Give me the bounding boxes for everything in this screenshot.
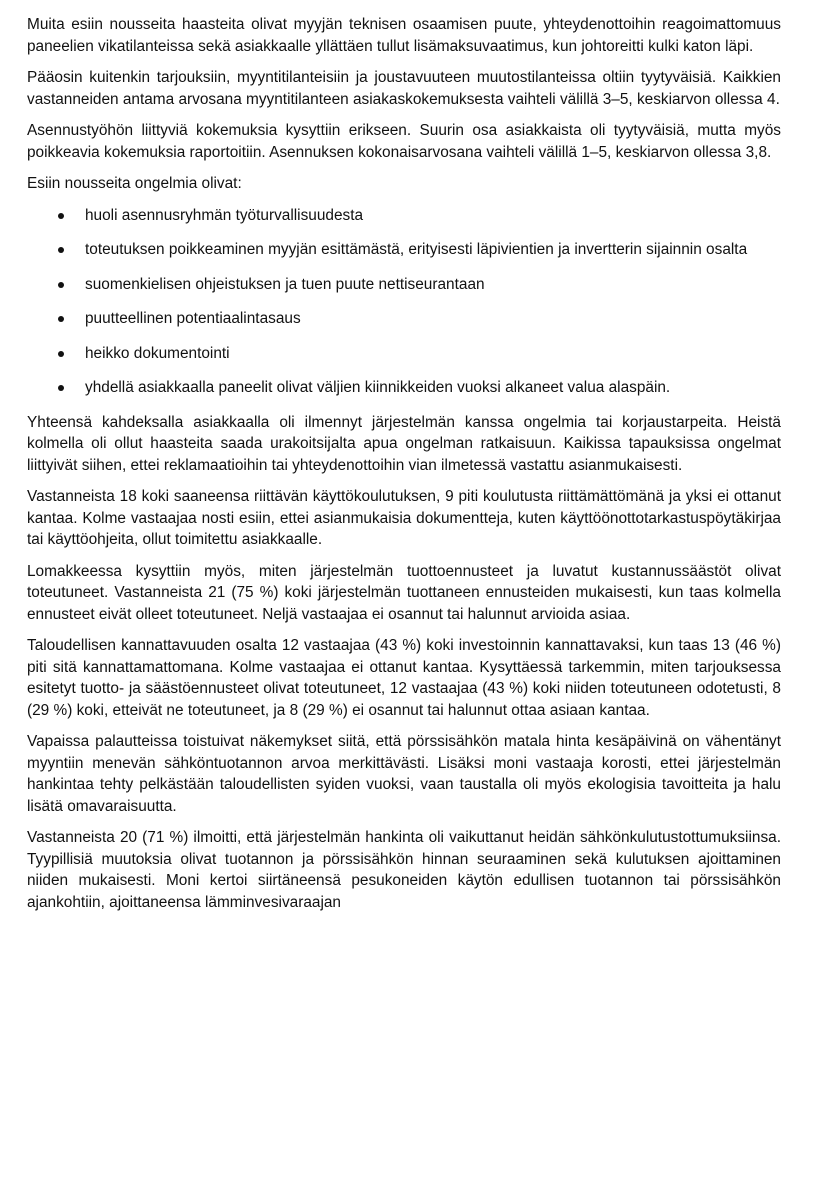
- paragraph-installation: Asennustyöhön liittyviä kokemuksia kysyttiin erikseen. Suurin osa asiakkaista oli tyytyväisiä, mutta myös poikkeavia kokemuksia raportoitiin. Asennuksen kokonaisarvosana vaihteli välillä 1–5, keskiarvon ollessa 3,8.: [27, 122, 781, 161]
- bullet-icon: [58, 213, 64, 219]
- paragraph-free-feedback: Vapaissa palautteissa toistuivat näkemykset siitä, että pörssisähkön matala hinta kesäpäivinä on vähentänyt myyntiin menevän sähköntuotannon arvoa merkittävästi. Lisäksi moni vastaaja korosti, ettei järjestelmän hankintaa tehty pelkästään taloudellisten syiden vuoksi, vaan taustalla oli myös ekologisia tavoitteita ja halu lisätä omavaraisuutta.: [27, 733, 781, 815]
- list-item-text: huoli asennusryhmän työturvallisuudesta: [85, 206, 364, 224]
- bullet-icon: [58, 385, 64, 391]
- list-item: [27, 343, 781, 365]
- list-item-text: yhdellä asiakkaalla paneelit olivat väljien kiinnikkeiden vuoksi alkaneet valua alaspäin.: [85, 379, 671, 396]
- list-item-text: puutteellinen potentiaalintasaus: [85, 310, 301, 327]
- list-item: [27, 205, 781, 227]
- paragraph-profitability: Taloudellisen kannattavuuden osalta 12 vastaajaa (43 %) koki investoinnin kannattavaksi, kun taas 13 (46 %) piti sitä kannattamattomana. Kolme vastaajaa ei ottanut kantaa. Kysyttäessä tarkemmin, miten tarjouksessa esitetyt tuotto- ja säästöennusteet olivat toteutuneet, 12 vastaajaa (43 %) koki niiden toteutuneen odotetusti, 8 (29 %) koki, etteivät ne toteutuneet, ja 8 (29 %) ei osannut tai halunnut ottaa asiaan kantaa.: [27, 637, 781, 719]
- paragraph-repair-needs: Yhteensä kahdeksalla asiakkaalla oli ilmennyt järjestelmän kanssa ongelmia tai korjaustarpeita. Heistä kolmella oli ollut haasteita saada urakoitsijalta apua ongelman ratkaisuun. Kaikissa tapauksissa ongelmat liittyivät siihen, ettei reklamaatioihin tai yhteydenottoihin vian ilmetessä vastattu asianmukaisesti.: [27, 413, 781, 474]
- list-item: [27, 239, 781, 261]
- bullet-icon: [58, 247, 64, 253]
- list-item-text: heikko dokumentointi: [85, 344, 230, 362]
- list-item: [27, 274, 781, 296]
- list-item-text: suomenkielisen ohjeistuksen ja tuen puute nettiseurantaan: [85, 275, 485, 293]
- bullet-icon: [58, 316, 64, 322]
- paragraph-consumption-habits: Vastanneista 20 (71 %) ilmoitti, että järjestelmän hankinta oli vaikuttanut heidän sähkönkulutustottumuksiinsa. Tyypillisiä muutoksia olivat tuotannon ja pörssisähkön hinnan seuraaminen sekä kulutuksen ajoittaminen niiden mukaisesti. Moni kertoi siirtäneensä pesukoneiden käytön edullisen tuotannon tai pörssisähkön ajankohtiin, ajoittaneensa lämminvesivaraajan: [27, 829, 781, 911]
- list-item: [27, 308, 781, 330]
- bullet-icon: [58, 282, 64, 288]
- paragraph-challenges: Muita esiin nousseita haasteita olivat myyjän teknisen osaamisen puute, yhteydenottoihin reagoimattomuus paneelien vikatilanteissa sekä asiakkaalle yllättäen tullut lisämaksuvaatimus, kun johtoreitti kulki katon läpi.: [27, 16, 781, 55]
- list-item-text: toteutuksen poikkeaminen myyjän esittämästä, erityisesti läpivientien ja invertterin sijainnin osalta: [85, 241, 748, 258]
- paragraph-forecasts: Lomakkeessa kysyttiin myös, miten järjestelmän tuottoennusteet ja luvatut kustannussäästöt olivat toteutuneet. Vastanneista 21 (75 %) koki järjestelmän tuottaneen ennusteiden mukaisesti, kun taas kolmella ennusteet eivät olleet toteutuneet. Neljä vastaajaa ei osannut tai halunnut arvioida asiaa.: [27, 562, 781, 623]
- paragraph-training: Vastanneista 18 koki saaneensa riittävän käyttökoulutuksen, 9 piti koulutusta riittämättömänä ja yksi ei ottanut kantaa. Kolme vastaajaa nosti esiin, ettei asianmukaisia dokumentteja, kuten käyttöönottotarkastuspöytäkirjaa tai käyttöohjeita, ollut toimitettu asiakkaalle.: [27, 488, 781, 548]
- problems-list: [27, 205, 781, 399]
- bullet-icon: [58, 351, 64, 357]
- paragraph-problems-intro: Esiin nousseita ongelmia olivat:: [27, 175, 242, 192]
- document-page: [27, 14, 781, 923]
- paragraph-satisfaction: Pääosin kuitenkin tarjouksiin, myyntitilanteisiin ja joustavuuteen muutostilanteissa oltiin tyytyväisiä. Kaikkien vastanneiden antama arvosana myyntitilanteen asiakaskokemuksesta vaihteli välillä 3–5, keskiarvon ollessa 4.: [27, 69, 781, 108]
- list-item: [27, 377, 781, 399]
